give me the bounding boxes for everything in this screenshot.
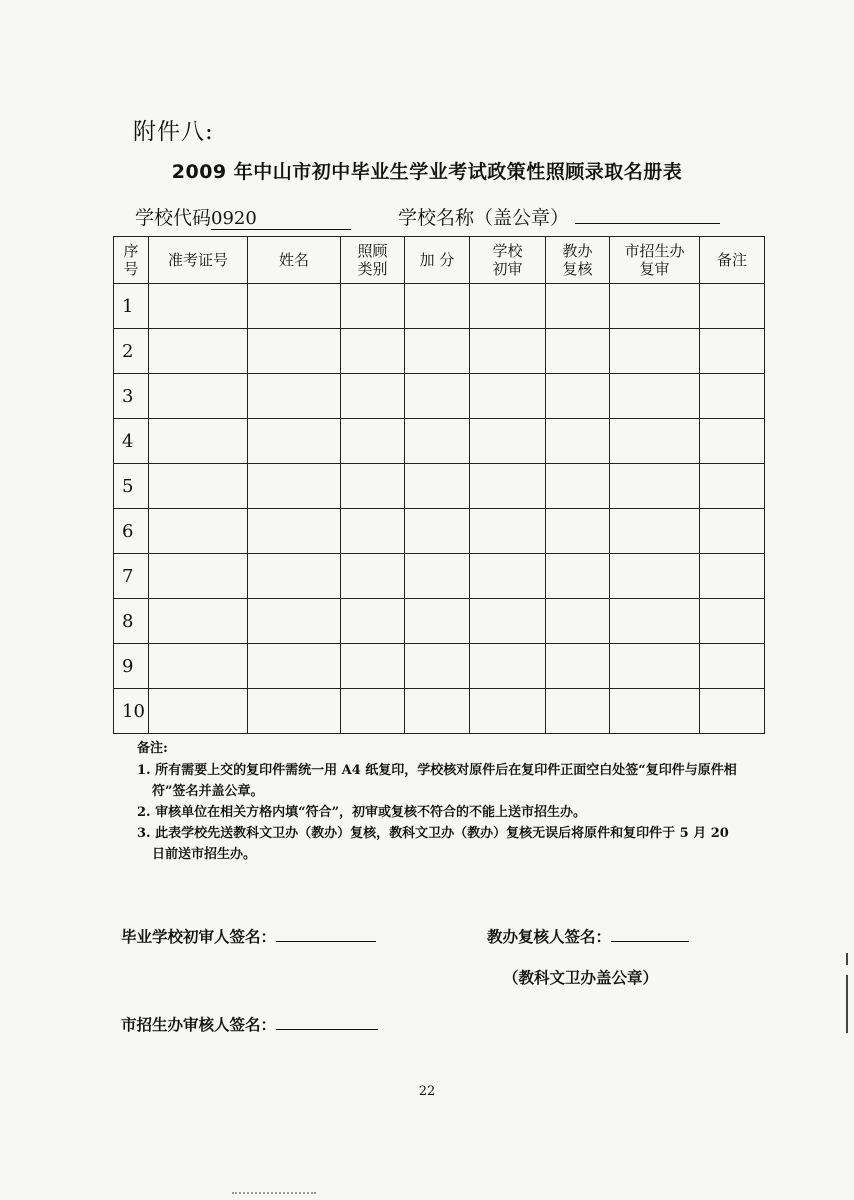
- page-number: 22: [418, 1084, 436, 1099]
- table-cell[interactable]: [341, 464, 405, 509]
- school-name-blank: [575, 203, 720, 224]
- school-name-label: 学校名称（盖公章）: [398, 207, 570, 229]
- table-cell[interactable]: [248, 644, 341, 689]
- table-cell[interactable]: [248, 329, 341, 374]
- note-item: 3. 此表学校先送教科文卫办（教办）复核，教科文卫办（教办）复核无误后将原件和复印件于 5 月 20 日前送市招生办。: [137, 826, 729, 862]
- table-cell[interactable]: [341, 509, 405, 554]
- table-cell[interactable]: [610, 329, 700, 374]
- table-cell[interactable]: [341, 374, 405, 419]
- table-cell[interactable]: [341, 689, 405, 734]
- table-cell[interactable]: [546, 284, 610, 329]
- table-cell[interactable]: [405, 329, 470, 374]
- table-cell[interactable]: [248, 284, 341, 329]
- scan-edge-mark: [846, 953, 848, 965]
- table-cell[interactable]: [610, 644, 700, 689]
- table-cell[interactable]: [405, 509, 470, 554]
- education-office-signature-line: [611, 925, 689, 942]
- table-body: [114, 284, 765, 734]
- column-header-line: 学校: [492, 242, 523, 260]
- notes-heading: 备注:: [137, 741, 168, 756]
- column-header-line: 准考证号: [167, 251, 228, 269]
- column-header-line: 初审: [492, 260, 523, 278]
- table-row: [114, 644, 765, 689]
- table-cell[interactable]: [700, 689, 765, 734]
- column-header: [470, 237, 546, 284]
- table-cell[interactable]: [700, 419, 765, 464]
- attachment-label: 附件八:: [133, 119, 214, 145]
- table-cell[interactable]: [248, 689, 341, 734]
- table-cell[interactable]: [405, 284, 470, 329]
- column-header-line: 复核: [562, 260, 593, 278]
- table-cell[interactable]: [149, 374, 248, 419]
- table-cell[interactable]: [149, 644, 248, 689]
- column-header: [149, 237, 248, 284]
- table-cell[interactable]: [248, 599, 341, 644]
- column-header: [341, 237, 405, 284]
- table-cell[interactable]: [546, 374, 610, 419]
- table-cell[interactable]: [610, 599, 700, 644]
- table-cell[interactable]: [700, 599, 765, 644]
- column-header-line: 照顾: [357, 242, 388, 260]
- stamp-note: （教科文卫办盖公章）: [503, 968, 659, 987]
- table-cell[interactable]: [546, 419, 610, 464]
- table-cell[interactable]: [546, 554, 610, 599]
- row-number: 7: [114, 554, 149, 599]
- school-code-field: [135, 203, 351, 230]
- table-cell[interactable]: [149, 329, 248, 374]
- table-cell[interactable]: [470, 419, 546, 464]
- table-cell[interactable]: [610, 464, 700, 509]
- column-header-line: 加 分: [419, 251, 455, 269]
- table-cell[interactable]: [405, 419, 470, 464]
- school-signature-field: [121, 925, 376, 947]
- table-cell[interactable]: [341, 644, 405, 689]
- column-header-line: 市招生办: [624, 242, 685, 260]
- roster-table: [113, 236, 765, 734]
- table-cell[interactable]: [546, 329, 610, 374]
- column-header: [610, 237, 700, 284]
- school-signature-line: [276, 925, 376, 942]
- column-header: [114, 237, 149, 284]
- table-cell[interactable]: [248, 419, 341, 464]
- row-number: 8: [114, 599, 149, 644]
- table-cell[interactable]: [470, 644, 546, 689]
- table-cell[interactable]: [470, 554, 546, 599]
- table-cell[interactable]: [405, 599, 470, 644]
- table-row: [114, 554, 765, 599]
- table-cell[interactable]: [341, 599, 405, 644]
- row-number: 2: [114, 329, 149, 374]
- table-row: [114, 599, 765, 644]
- scan-edge-mark: [846, 975, 848, 1033]
- table-header-row: [114, 237, 765, 284]
- table-cell[interactable]: [546, 509, 610, 554]
- column-header-line: 类别: [357, 260, 388, 278]
- table-cell[interactable]: [470, 374, 546, 419]
- table-row: [114, 329, 765, 374]
- page-title: 2009 年中山市初中毕业生学业考试政策性照顾录取名册表: [171, 161, 683, 183]
- row-number: 10: [114, 689, 149, 734]
- admissions-signature-label: 市招生办审核人签名：: [121, 1015, 277, 1034]
- column-header-line: 姓名: [278, 251, 309, 269]
- table-cell[interactable]: [700, 464, 765, 509]
- table-row: [114, 464, 765, 509]
- table-cell[interactable]: [470, 464, 546, 509]
- education-office-signature-field: [487, 925, 689, 947]
- table-cell[interactable]: [470, 689, 546, 734]
- table-cell[interactable]: [341, 329, 405, 374]
- table-cell[interactable]: [405, 464, 470, 509]
- table-cell[interactable]: [700, 284, 765, 329]
- column-header-line: 备注: [716, 251, 747, 269]
- table-cell[interactable]: [149, 464, 248, 509]
- school-code-value: 0920: [211, 209, 351, 230]
- table-cell[interactable]: [405, 689, 470, 734]
- table-cell[interactable]: [149, 284, 248, 329]
- table-cell[interactable]: [610, 374, 700, 419]
- table-cell[interactable]: [610, 284, 700, 329]
- row-number: 6: [114, 509, 149, 554]
- column-header-line: 号: [123, 260, 139, 278]
- table-cell[interactable]: [470, 329, 546, 374]
- column-header: [248, 237, 341, 284]
- table-cell[interactable]: [248, 509, 341, 554]
- table-cell[interactable]: [700, 554, 765, 599]
- school-code-label: 学校代码: [135, 207, 212, 229]
- notes-section: [137, 738, 737, 865]
- table-cell[interactable]: [341, 419, 405, 464]
- row-number: 3: [114, 374, 149, 419]
- table-cell[interactable]: [405, 374, 470, 419]
- table-cell[interactable]: [610, 509, 700, 554]
- column-header: [546, 237, 610, 284]
- table-cell[interactable]: [700, 329, 765, 374]
- table-cell[interactable]: [546, 464, 610, 509]
- table-cell[interactable]: [248, 554, 341, 599]
- row-number: 5: [114, 464, 149, 509]
- table-row: [114, 284, 765, 329]
- table-cell[interactable]: [546, 689, 610, 734]
- table-cell[interactable]: [610, 689, 700, 734]
- table-cell[interactable]: [546, 644, 610, 689]
- table-cell[interactable]: [248, 464, 341, 509]
- table-row: [114, 419, 765, 464]
- table-cell[interactable]: [700, 374, 765, 419]
- table-cell[interactable]: [149, 689, 248, 734]
- table-cell[interactable]: [149, 509, 248, 554]
- table-cell[interactable]: [341, 284, 405, 329]
- column-header: [405, 237, 470, 284]
- column-header-line: 复审: [639, 260, 670, 278]
- table-row: [114, 689, 765, 734]
- column-header: [700, 237, 765, 284]
- table-cell[interactable]: [248, 374, 341, 419]
- table-row: [114, 374, 765, 419]
- table-cell[interactable]: [470, 509, 546, 554]
- row-number: 9: [114, 644, 149, 689]
- table-cell[interactable]: [470, 284, 546, 329]
- table-cell[interactable]: [341, 554, 405, 599]
- school-name-field: [398, 203, 720, 230]
- row-number: 4: [114, 419, 149, 464]
- note-item: 2. 审核单位在相关方格内填“符合”，初审或复核不符合的不能上送市招生办。: [137, 805, 587, 820]
- table-cell[interactable]: [610, 419, 700, 464]
- row-number: 1: [114, 284, 149, 329]
- table-cell[interactable]: [405, 644, 470, 689]
- admissions-signature-field: [121, 1013, 378, 1035]
- table-cell[interactable]: [700, 644, 765, 689]
- school-signature-label: 毕业学校初审人签名：: [121, 927, 277, 946]
- education-office-signature-label: 教办复核人签名：: [487, 927, 612, 946]
- table-cell[interactable]: [610, 554, 700, 599]
- table-cell[interactable]: [470, 599, 546, 644]
- table-cell[interactable]: [149, 554, 248, 599]
- table-cell[interactable]: [405, 554, 470, 599]
- table-cell[interactable]: [700, 509, 765, 554]
- table-cell[interactable]: [546, 599, 610, 644]
- scan-dots: [232, 1192, 316, 1196]
- table-row: [114, 509, 765, 554]
- note-item: 1. 所有需要上交的复印件需统一用 A4 纸复印，学校核对原件后在复印件正面空白处签“复印件与原件相符”签名并盖公章。: [137, 763, 737, 799]
- column-header-line: 序: [123, 242, 139, 260]
- column-header-line: 教办: [562, 242, 593, 260]
- table-cell[interactable]: [149, 599, 248, 644]
- admissions-signature-line: [276, 1013, 378, 1030]
- table-cell[interactable]: [149, 419, 248, 464]
